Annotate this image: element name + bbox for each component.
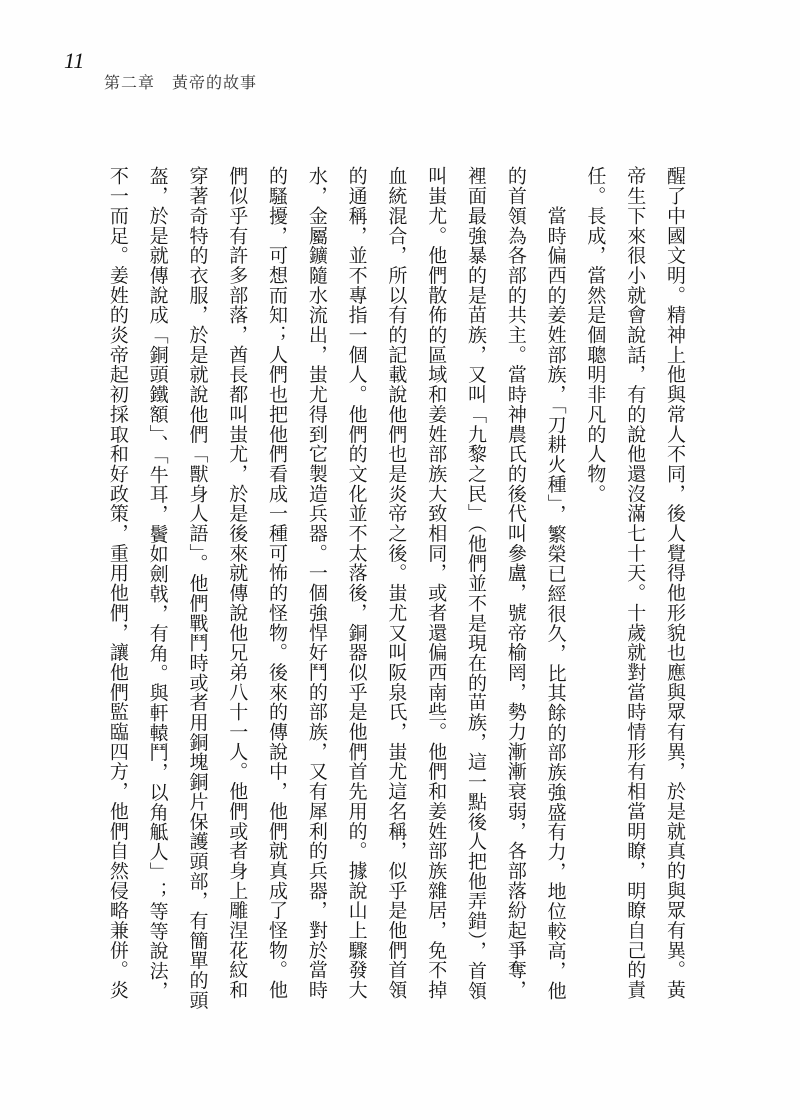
text-column: 叫蚩尤。他們散佈的區域和姜姓部族大致相同，或者還偏西南些。他們和姜姓部族雜居，免不掉	[425, 166, 448, 1000]
text-column: 帝生下來很小就會說話，有的說他還沒滿七十天。十歲就對當時情形有相當明瞭，明瞭自己的責	[624, 166, 647, 1000]
text-column: 不一而足。姜姓的炎帝起初採取和好政策，重用他們，讓他們監臨四方，他們自然侵略兼併。炎	[106, 166, 129, 1000]
text-column: 的首領為各部的共主。當時神農氏的後代叫參盧，號帝榆罔，勢力漸漸衰弱，各部落紛起爭奪，	[504, 166, 527, 1000]
text-column: 穿著奇特的衣服，於是就說他們「獸身人語」。他們戰鬥時或者用銅塊銅片保護頭部，有簡單的頭	[186, 166, 209, 1011]
text-column: 醒了中國文明。精神上他與常人不同，後人覺得他形貌也應與眾有異，於是就真的與眾有異。黃	[664, 166, 686, 1000]
text-column: 盔，於是就傳說成「銅頭鐵額」、「牛耳，鬢如劍戟，有角。與軒轅鬥，以角觝人」；等等說法，	[146, 166, 169, 1001]
text-column: 裡面最強暴的是苗族，又叫「九黎之民」（他們並不是現在的苗族，這一點後人把他弄錯），首領	[465, 166, 488, 1001]
chapter-running-head: 第二章 黃帝的故事	[104, 73, 258, 92]
text-column: 們似乎有許多部落，酋長都叫蚩尤，於是後來就傳說他兄弟八十一人。他們或者身上雕涅花紋和	[226, 166, 249, 1000]
page-number: 11	[64, 48, 85, 73]
text-column: 的騷擾，可想而知；人們也把他們看成一種可怖的怪物。後來的傳說中，他們就真成了怪物。他	[266, 166, 289, 1000]
text-column: 當時偏西的姜姓部族，「刀耕火種」，繁榮已經很久，比其餘的部族強盛有力，地位較高，他	[544, 166, 567, 1001]
text-column: 水，金屬鑛隨水流出，蚩尤得到它製造兵器。一個強悍好鬥的部族，又有犀利的兵器，對於當時	[305, 166, 328, 1000]
text-column: 的通稱，並不專指一個人。他們的文化並不太落後，銅器似乎是他們首先用的。據說山上驟發大	[345, 166, 368, 1000]
text-column: 任。長成，當然是個聰明非凡的人物。	[584, 166, 607, 504]
text-column: 血統混合，所以有的記載說他們也是炎帝之後。蚩尤又叫阪泉氏，蚩尤這名稱，似乎是他們首領	[385, 166, 408, 1000]
vertical-body-text	[97, 166, 694, 1036]
